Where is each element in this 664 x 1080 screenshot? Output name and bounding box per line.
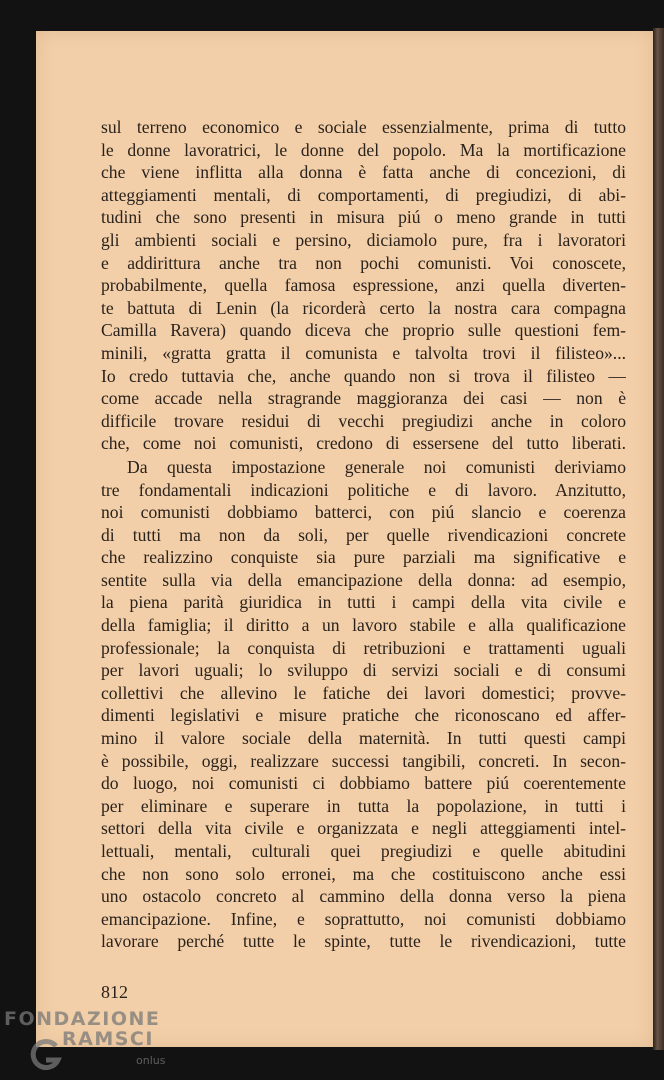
text-line: Camilla Ravera) quando diceva che proprio sulle questioni fem- [101,320,626,341]
text-line: che, come noi comunisti, credono di essersene del tutto liberati. [101,433,626,454]
text-line: tre fondamentali indicazioni politiche e di lavoro. Anzitutto, [101,479,626,500]
text-line: minili, «gratta gratta il comunista e talvolta trovi il filisteo»... [101,342,626,363]
watermark-suffix: onlus [136,1054,166,1067]
text-line: mino il valore sociale della maternità. In tutti questi campi [101,728,626,749]
watermark [0,1004,200,1080]
text-line: professionale; la conquista di retribuzioni e trattamenti uguali [101,637,626,658]
text-line: per eliminare e superare in tutta la popolazione, in tutti i [101,795,626,816]
text-line: do luogo, noi comunisti ci dobbiamo battere piú coerentemente [101,773,626,794]
text-line: le donne lavoratrici, le donne del popolo. Ma la mortificazione [101,139,626,160]
body-text [101,116,626,953]
text-line: della famiglia; il diritto a un lavoro stabile e alla qualificazione [101,615,626,636]
text-line: e addirittura anche tra non pochi comunisti. Voi conoscete, [101,252,626,273]
text-line: gli ambienti sociali e persino, diciamolo pure, fra i lavoratori [101,229,626,250]
text-line: come accade nella stragrande maggioranza dei casi — non è [101,388,626,409]
text-line: che realizzino conquiste sia pure parziali ma significative e [101,547,626,568]
text-line: la piena parità giuridica in tutti i campi della vita civile e [101,592,626,613]
text-line: settori della vita civile e organizzata e negli atteggiamenti intel- [101,818,626,839]
watermark-line-2: RAMSCI [62,1028,154,1050]
text-line: che viene inflitta alla donna è fatta anche di concezioni, di [101,162,626,183]
text-line: tudini che sono presenti in misura piú o meno grande in tutti [101,207,626,228]
watermark-g-logo-icon [26,1036,66,1076]
page-number: 812 [101,982,128,1002]
text-line: difficile trovare residui di vecchi pregiudizi anche in coloro [101,410,626,431]
text-line: lettuali, mentali, culturali quei pregiudizi e quelle abitudini [101,841,626,861]
text-line: Da questa impostazione generale noi comunisti deriviamo [127,456,626,477]
paragraph-2 [101,456,626,953]
text-line: atteggiamenti mentali, di comportamenti, di pregiudizi, di abi- [101,184,626,205]
text-line: per lavori uguali; lo sviluppo di servizi sociali e di consumi [101,660,626,681]
text-line: sentite sulla via della emancipazione della donna: ad esempio, [101,569,626,590]
text-line: collettivi che allevino le fatiche dei lavori domestici; provve- [101,682,626,703]
text-line: uno ostacolo concreto al cammino della donna verso la piena [101,886,626,907]
text-line: di tutti ma non da soli, per quelle rivendicazioni concrete [101,524,626,545]
text-line: è possibile, oggi, realizzare successi tangibili, concreti. In secon- [101,750,626,771]
text-line: te battuta di Lenin (la ricorderà certo la nostra cara compagna [101,297,626,318]
text-line: sul terreno economico e sociale essenzialmente, prima di tutto [101,117,626,137]
text-line: lavorare perché tutte le spinte, tutte le rivendicazioni, tutte [101,931,626,952]
text-line: noi comunisti dobbiamo batterci, con piú slancio e coerenza [101,502,626,523]
text-line: emancipazione. Infine, e soprattutto, noi comunisti dobbiamo [101,908,626,929]
text-line: dimenti legislativi e misure pratiche che riconoscano ed affer- [101,705,626,726]
watermark-line-1: FONDAZIONE [4,1008,161,1030]
text-line: che non sono solo erronei, ma che costituiscono anche essi [101,863,626,884]
text-line: probabilmente, quella famosa espressione, anzi quella diverten- [101,275,626,296]
paragraph-1 [101,116,626,455]
book-page [36,31,653,1047]
text-line: Io credo tuttavia che, anche quando non si trova il filisteo — [101,365,626,386]
page-edge [653,28,664,1050]
